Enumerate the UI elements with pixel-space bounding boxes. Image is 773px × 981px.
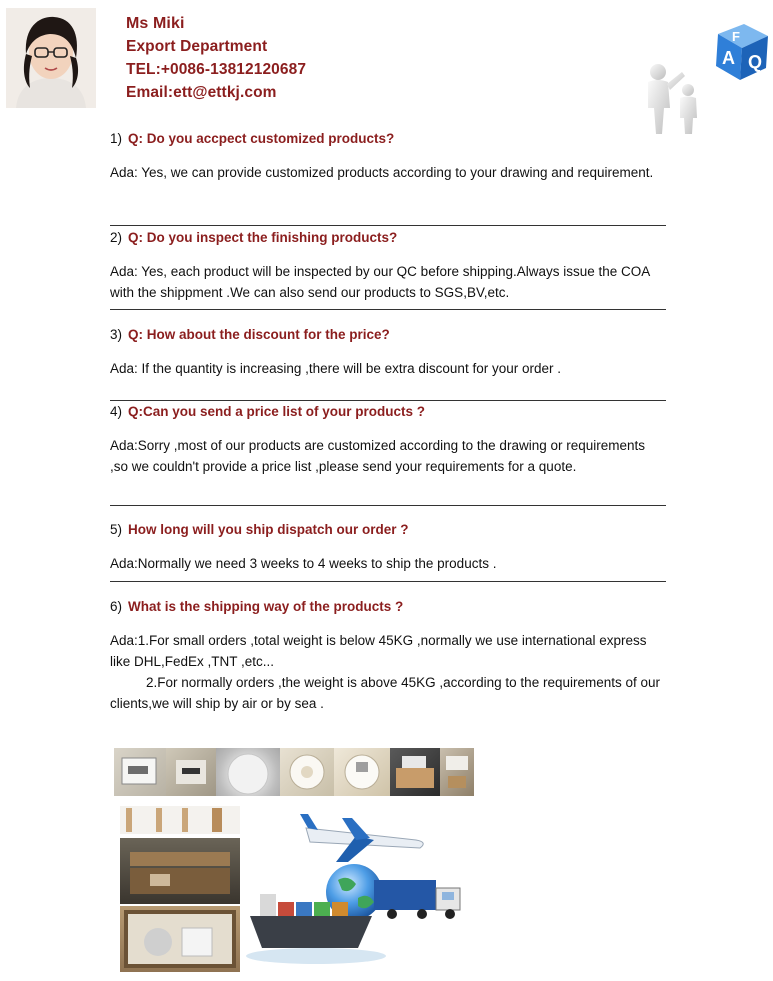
package-photo-icon bbox=[166, 748, 216, 796]
faq-answer-1: Ada: Yes, we can provide customized products according to your drawing and requirement. bbox=[110, 165, 654, 180]
crate-photo-icon bbox=[390, 748, 440, 796]
product-photo bbox=[120, 838, 240, 904]
svg-text:F: F bbox=[732, 29, 740, 44]
wooden-crate-icon bbox=[120, 838, 240, 904]
divider bbox=[110, 581, 666, 582]
faq-item-5 bbox=[110, 521, 666, 574]
faq-question-5: 5) How long will you ship dispatch our order ? bbox=[110, 522, 409, 537]
contact-department: Export Department bbox=[126, 38, 268, 55]
product-photo bbox=[114, 748, 166, 796]
faq-item-6 bbox=[110, 598, 666, 714]
faq-question-3: 3) Q: How about the discount for the price? bbox=[110, 327, 390, 342]
contact-email: Email:ett@ettkj.com bbox=[126, 84, 277, 101]
faq-answer-6 bbox=[110, 630, 666, 714]
divider bbox=[110, 225, 666, 226]
package-photo-icon bbox=[114, 748, 166, 796]
faq-question-6: 6) What is the shipping way of the products ? bbox=[110, 599, 404, 614]
faq-cube-icon bbox=[640, 22, 770, 137]
packed-box-icon bbox=[120, 906, 240, 972]
faq-answer-5: Ada:Normally we need 3 weeks to 4 weeks to ship the products . bbox=[110, 556, 497, 571]
svg-text:Q: Q bbox=[748, 52, 763, 72]
shipping-illustration bbox=[246, 806, 476, 976]
faq-question-2: 2) Q: Do you inspect the finishing products? bbox=[110, 230, 398, 245]
divider bbox=[110, 309, 666, 310]
disc-photo-icon bbox=[216, 748, 280, 796]
contact-name: Ms Miki bbox=[126, 15, 185, 32]
person-photo-icon bbox=[6, 8, 96, 108]
product-photo bbox=[334, 748, 390, 796]
faq-illustration bbox=[640, 22, 770, 137]
svg-text:A: A bbox=[722, 48, 735, 68]
product-photo bbox=[166, 748, 216, 796]
faq-item-3 bbox=[110, 326, 666, 379]
product-photo bbox=[390, 748, 440, 796]
faq-item-2 bbox=[110, 229, 666, 303]
product-photo bbox=[440, 748, 474, 796]
product-photo bbox=[120, 906, 240, 972]
divider bbox=[110, 505, 666, 506]
faq-item-1 bbox=[110, 130, 666, 183]
faq-answer-6-line-2: 2.For normally orders ,the weight is above 45KG ,according to the requirements of our clients,we will ship by air or by sea . bbox=[110, 675, 661, 711]
contact-avatar bbox=[6, 8, 96, 108]
faq-question-1: 1) Q: Do you accpect customized products? bbox=[110, 131, 395, 146]
product-photo bbox=[280, 748, 334, 796]
contact-phone: TEL:+0086-13812120687 bbox=[126, 61, 307, 78]
product-photo bbox=[120, 806, 240, 834]
product-photo bbox=[216, 748, 280, 796]
faq-item-4 bbox=[110, 403, 666, 477]
parts-photo-icon bbox=[440, 748, 474, 796]
contact-block bbox=[126, 12, 306, 104]
logistics-icon bbox=[246, 806, 476, 976]
rods-photo-icon bbox=[120, 806, 240, 834]
divider bbox=[110, 400, 666, 401]
faq-answer-2: Ada: Yes, each product will be inspected by our QC before shipping.Always issue the COA with the shippment .We can also send our products to SGS,BV,etc. bbox=[110, 264, 650, 300]
disc-photo-icon bbox=[280, 748, 334, 796]
faq-answer-6-line-1: Ada:1.For small orders ,total weight is below 45KG ,normally we use international express like DHL,FedEx ,TNT ,etc... bbox=[110, 633, 647, 669]
faq-answer-4: Ada:Sorry ,most of our products are customized according to the drawing or requirements ,so we couldn't provide a price list ,please send your requirements for a quote. bbox=[110, 438, 646, 474]
disc-photo-icon bbox=[334, 748, 390, 796]
faq-answer-3: Ada: If the quantity is increasing ,there will be extra discount for your order . bbox=[110, 361, 561, 376]
faq-question-4: 4) Q:Can you send a price list of your products ? bbox=[110, 404, 426, 419]
